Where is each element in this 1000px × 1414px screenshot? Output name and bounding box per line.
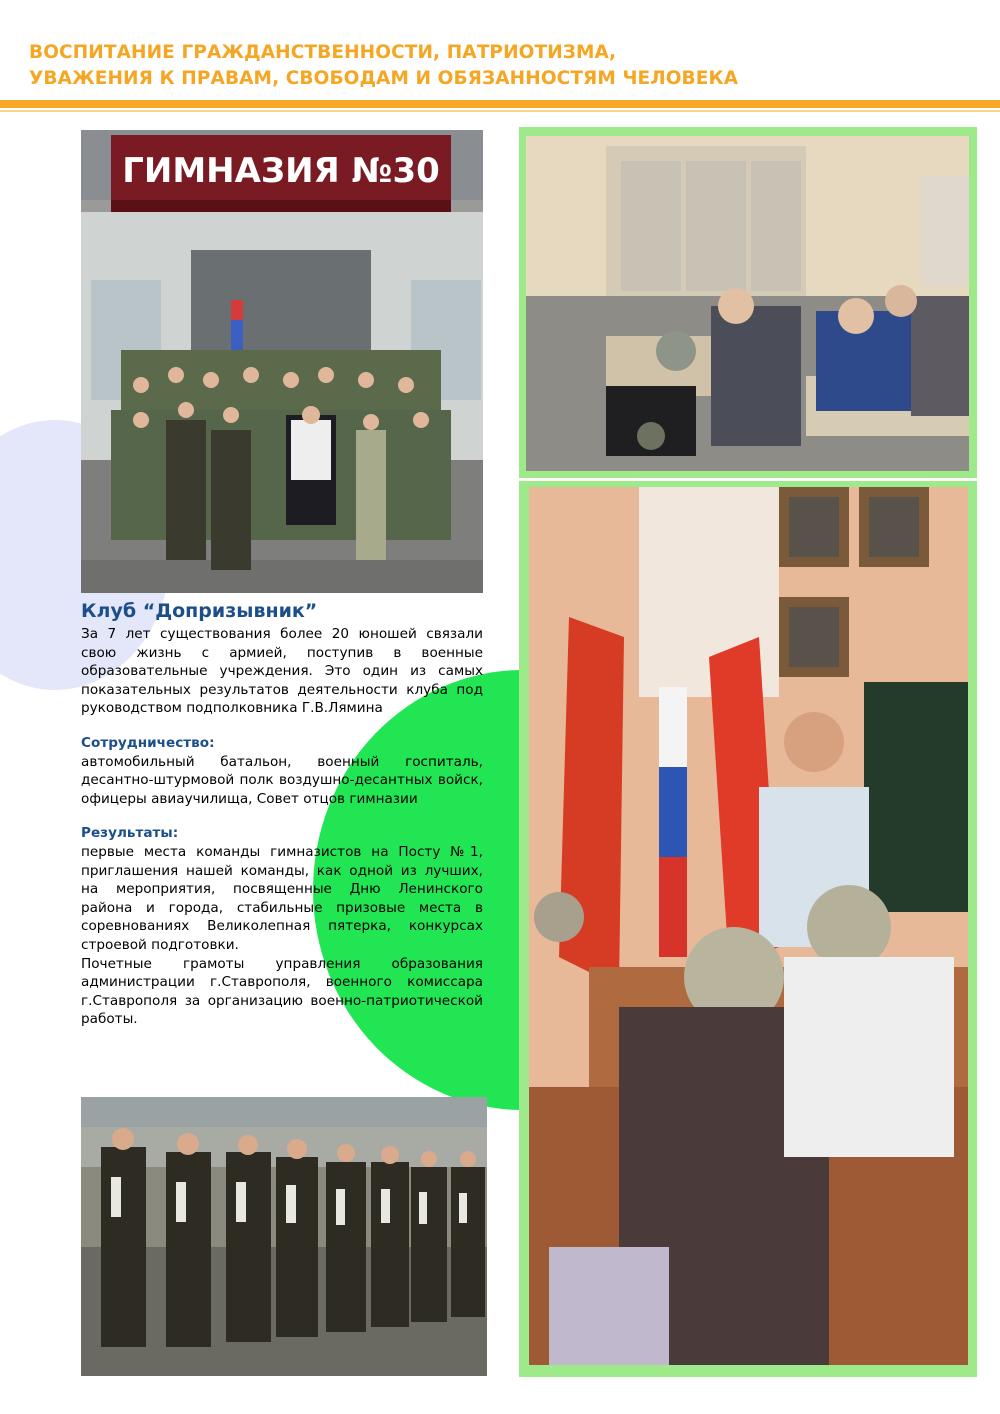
cadets-formation-photo bbox=[81, 1097, 487, 1376]
page-header-title bbox=[29, 40, 969, 92]
classroom-gas-mask-photo bbox=[526, 136, 969, 471]
header-divider bbox=[0, 100, 1000, 108]
header-line-1: ВОСПИТАНИЕ ГРАЖДАНСТВЕННОСТИ, ПАТРИОТИЗМА, bbox=[29, 42, 617, 63]
header-divider-thin bbox=[0, 110, 1000, 112]
cooperation-heading: Сотрудничество: bbox=[81, 734, 215, 751]
awards-text: Почетные грамоты управления образования администрации г.Ставрополя, военного комиссара г.Ставрополя за организацию военно-патриотической работы. bbox=[81, 955, 483, 1028]
gymnasium-sign: ГИМНАЗИЯ №30 bbox=[122, 151, 440, 191]
club-text-section bbox=[81, 600, 483, 1029]
club-intro-text: За 7 лет существования более 20 юношей связали свою жизнь с армией, поступив в военные образовательные учреждения. Это один из самых показательных результатов деятельности клуба под руководством подполковника Г.В.Лямина bbox=[81, 626, 483, 717]
teacher-flags-photo bbox=[529, 487, 968, 1365]
group-photo bbox=[81, 130, 483, 593]
header-line-2: УВАЖЕНИЯ К ПРАВАМ, СВОБОДАМ И ОБЯЗАННОСТЯМ ЧЕЛОВЕКА bbox=[29, 68, 739, 89]
club-title: Клуб “Допризывник” bbox=[81, 600, 318, 622]
cooperation-text: автомобильный батальон, военный госпиталь, десантно-штурмовой полк воздушно-десантных войск, офицеры авиаучилища, Совет отцов гимназии bbox=[81, 753, 483, 807]
results-text: первые места команды гимназистов на Посту №1, приглашения нашей команды, как одной из лучших, на мероприятия, посвященные Дню Ленинского района и города, стабильные призовые места в соревнованиях Великолепная пятерка, конкурсах строевой подготовки. bbox=[81, 843, 483, 953]
results-heading: Результаты: bbox=[81, 825, 179, 842]
